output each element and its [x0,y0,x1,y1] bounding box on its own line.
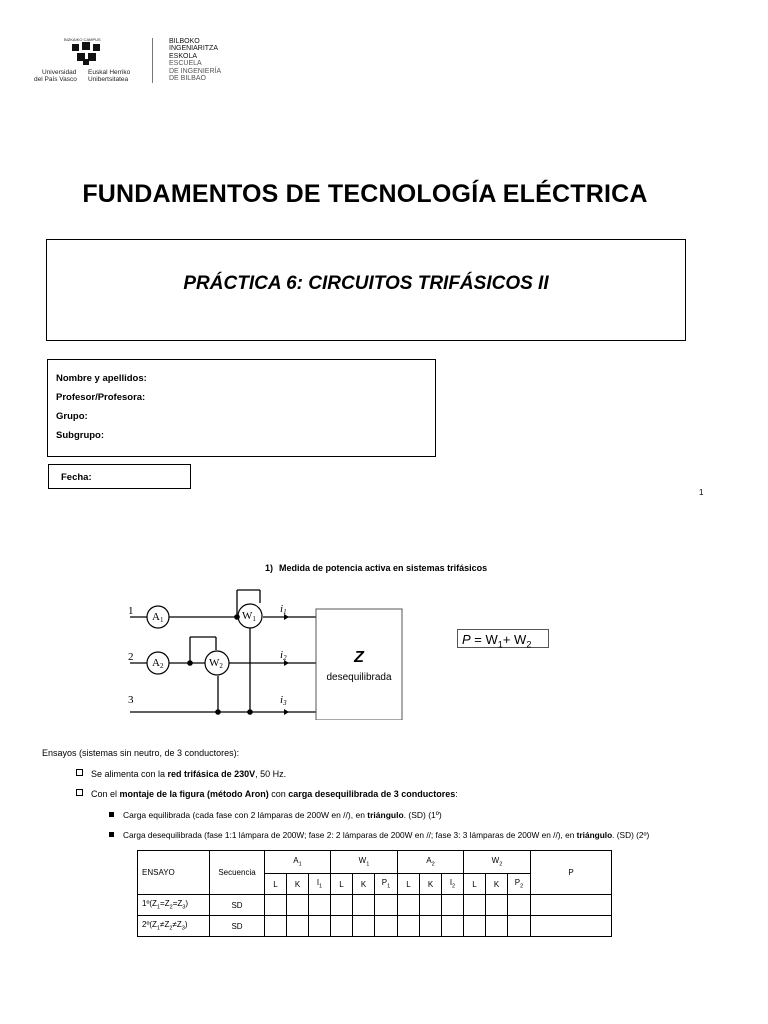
school-eu-2: INGENIARITZA [169,45,219,53]
school-eu-1: BILBOKO [169,38,200,45]
bullet-carga-equilibrada [109,810,442,820]
upv-logo [34,37,144,84]
document-title: FUNDAMENTOS DE TECNOLOGÍA ELÉCTRICA [82,180,648,208]
cell-input[interactable] [531,895,612,916]
school-es-3: DE BILBAO [169,75,206,83]
cell-input[interactable] [309,895,331,916]
formula-p: P [462,632,471,647]
fecha-box [48,464,191,489]
s1-post: . (SD) (1º) [403,810,442,820]
section-number: 1) [265,563,274,573]
cell-input[interactable] [353,895,375,916]
header-ensayo: ENSAYO [138,851,210,895]
cell-input[interactable] [531,916,612,937]
sub-w2-l: L [464,874,486,895]
cell-input[interactable] [486,895,508,916]
school-es-2: DE INGENIERÍA [169,67,222,75]
ensayos-table [137,850,612,937]
cell-input[interactable] [420,916,442,937]
sub-a1-k: K [287,874,309,895]
load-symbol: Z [354,649,364,666]
bullet-red-trifasica [76,769,286,779]
line-1-label: 1 [128,605,134,617]
grupo-label: Grupo: [56,411,88,422]
header-w1: $W_1$ [331,851,398,874]
b2-bold1: montaje de la figura (método Aron) [119,789,269,799]
bullet-montaje [76,789,458,799]
subgrupo-label: Subgrupo: [56,430,105,441]
cell-input[interactable] [486,916,508,937]
bilbao-school-logo [169,38,221,82]
practica-title: PRÁCTICA 6: CIRCUITOS TRIFÁSICOS II [183,273,549,294]
b2-bold2: carga desequilibrada de 3 conductores [288,789,456,799]
cell-input[interactable] [420,895,442,916]
sub-w1-l: L [331,874,353,895]
logo-divider [152,38,153,83]
s1-bold: triángulo [367,810,404,820]
cell-input[interactable] [508,916,531,937]
s2-post: . (SD) (2º) [612,830,650,840]
cell-input[interactable] [398,895,420,916]
cell-input[interactable] [442,916,464,937]
upv-emblem-icon [68,40,106,66]
header-w2: $W_2$ [464,851,531,874]
wattmeter-2-label: W2 [209,657,223,670]
cell-input[interactable] [508,895,531,916]
filled-square-bullet-icon [109,832,114,837]
sub-a2-k: K [420,874,442,895]
nombre-label: Nombre y apellidos: [56,373,147,384]
row-2-ensayo: $2º(Z_1\ne Z_2\ne Z_3)$ [138,916,210,937]
sub-w1-k: K [353,874,375,895]
wattmeter-1-label: W1 [242,610,256,623]
school-es-1: ESCUELA [169,60,202,68]
row-2-secuencia: SD [210,916,265,937]
ensayos-intro: Ensayos (sistemas sin neutro, de 3 conductores): [42,748,240,758]
b2-mid: con [268,789,289,799]
practica-box [46,239,686,341]
cell-input[interactable] [375,916,398,937]
table-header-row [138,851,612,874]
header-a1: $A_1$ [265,851,331,874]
sub-a2-i: $I_2$ [442,874,464,895]
power-formula: $P = W_1+ W_2$ [457,629,549,648]
bullet-carga-desequilibrada [109,830,649,840]
row-1-secuencia: SD [210,895,265,916]
line-2-label: 2 [128,651,134,663]
cell-input[interactable] [265,916,287,937]
b2-post: : [455,789,458,799]
current-3-label: i3 [280,694,287,707]
upv-name-es-2: del País Vasco [34,76,77,83]
section-title [265,563,487,573]
sub-a1-l: L [265,874,287,895]
sub-a2-l: L [398,874,420,895]
b1-bold: red trifásica de 230V [167,769,256,779]
cell-input[interactable] [309,916,331,937]
upv-name-eu-2: Unibertsitatea [88,76,129,83]
page-number: 1 [699,488,704,497]
sub-w1-p: $P_1$ [375,874,398,895]
b2-text: Con el [91,789,120,799]
cell-input[interactable] [442,895,464,916]
filled-square-bullet-icon [109,812,114,817]
s2-text: Carga desequilibrada (fase 1:1 lámpara de 200W; fase 2: 2 lámparas de 200W en //; fase 3: 3 lámparas de 200W en //), en [123,830,577,840]
load-label: desequilibrada [326,672,392,683]
row-1-ensayo: $1º(Z_1=Z_2=Z_3)$ [138,895,210,916]
cell-input[interactable] [265,895,287,916]
formula-eq: = W [470,632,498,647]
table-row [138,916,612,937]
fecha-label: Fecha: [61,472,92,483]
cell-input[interactable] [464,916,486,937]
cell-input[interactable] [398,916,420,937]
cell-input[interactable] [375,895,398,916]
header-p: P [531,851,612,895]
header-secuencia: Secuencia [210,851,265,895]
cell-input[interactable] [331,895,353,916]
upv-campus-text: BIZKAIKO CAMPUS [64,37,101,42]
sub-w2-p: $P_2$ [508,874,531,895]
b1-text: Se alimenta con la [91,769,168,779]
sub-a1-i: $I_1$ [309,874,331,895]
s2-bold: triángulo [576,830,613,840]
upv-name-eu-1: Euskal Herriko [88,69,131,76]
current-2-label: i2 [280,649,287,662]
sub-w2-k: K [486,874,508,895]
current-1-label: i1 [280,603,287,616]
b1-post: , 50 Hz. [255,769,287,779]
section-title-text: Medida de potencia activa en sistemas trifásicos [279,563,488,573]
cell-input[interactable] [331,916,353,937]
table-row [138,895,612,916]
ammeter-1-label: A1 [152,611,164,624]
cell-input[interactable] [287,916,309,937]
header-a2: $A_2$ [398,851,464,874]
cell-input[interactable] [464,895,486,916]
aron-circuit-diagram [122,588,412,720]
student-info-box [47,359,436,457]
profesor-label: Profesor/Profesora: [56,392,146,403]
ammeter-2-label: A2 [152,657,164,670]
hollow-square-bullet-icon [76,769,83,776]
cell-input[interactable] [353,916,375,937]
cell-input[interactable] [287,895,309,916]
upv-name-es-1: Universidad [42,69,77,76]
s1-text: Carga equilibrada (cada fase con 2 lámparas de 200W en //), en [123,810,368,820]
school-eu-3: ESKOLA [169,52,198,60]
formula-plus: + W [502,632,527,647]
line-3-label: 3 [128,694,134,706]
hollow-square-bullet-icon [76,789,83,796]
